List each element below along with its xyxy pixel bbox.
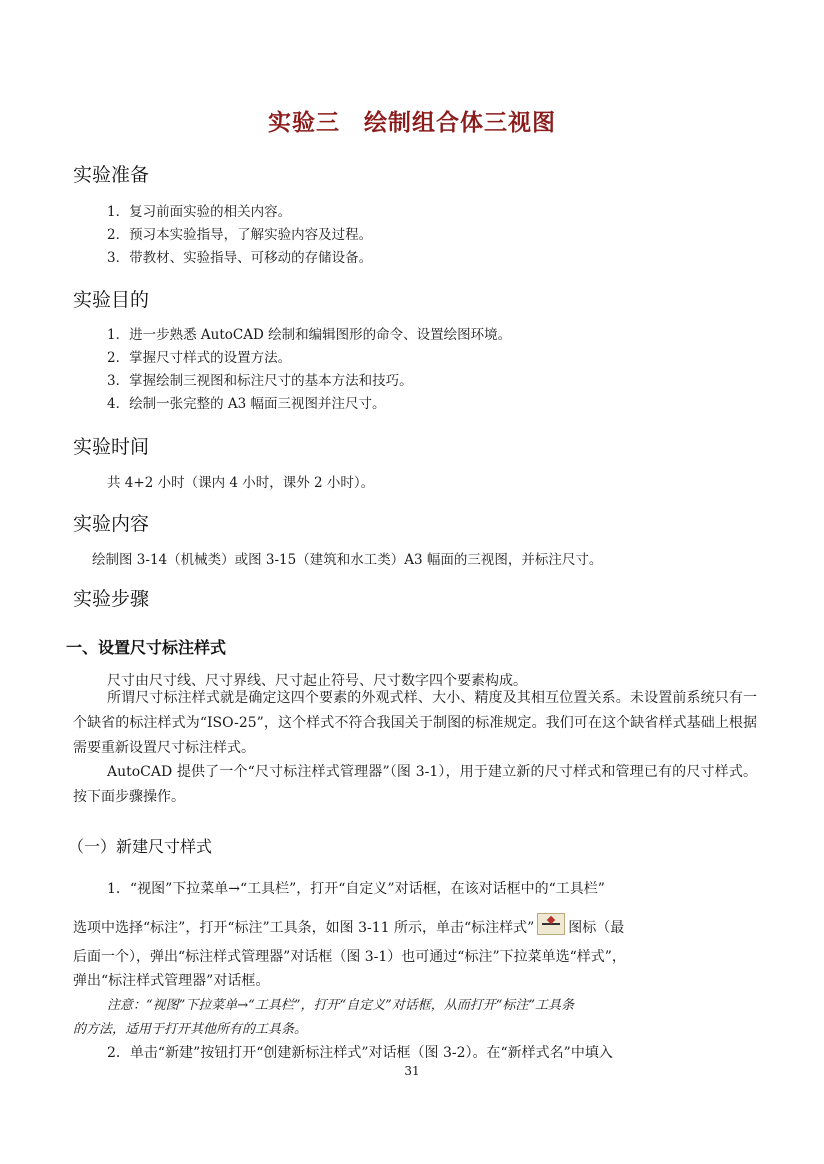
heading-content: 实验内容 xyxy=(73,513,150,535)
prep-item-1: 1．复习前面实验的相关内容。 xyxy=(107,204,292,220)
step1-line2 xyxy=(73,913,624,937)
prep-item-2: 2．预习本实验指导，了解实验内容及过程。 xyxy=(107,227,373,243)
paragraph-1: 尺寸由尺寸线、尺寸界线、尺寸起止符号、尺寸数字四个要素构成。 xyxy=(107,673,527,689)
page-number: 31 xyxy=(404,1064,420,1078)
step1-line4: 弹出“标注样式管理器”对话框。 xyxy=(73,973,270,989)
goal-item-1: 1．进一步熟悉 AutoCAD 绘制和编辑图形的命令、设置绘图环境。 xyxy=(107,327,512,343)
prep-item-3: 3．带教材、实验指导、可移动的存储设备。 xyxy=(107,250,373,266)
heading-goal: 实验目的 xyxy=(73,289,150,311)
subheading-dimension-style: 一、设置尺寸标注样式 xyxy=(66,638,227,657)
note-line1: 注意：“视图”下拉菜单→“工具栏”，打开“自定义”对话框，从而打开“标注”工具条 xyxy=(107,998,575,1013)
paragraph-3: AutoCAD 提供了一个“尺寸标注样式管理器”（图 3-1），用于建立新的尺寸样式和管理已有的尺寸样式。按下面步骤操作。 xyxy=(73,764,757,805)
heading-time: 实验时间 xyxy=(73,436,150,458)
step1-line1: 1．“视图”下拉菜单→“工具栏”，打开“自定义”对话框，在该对话框中的“工具栏” xyxy=(107,881,605,897)
step1-line2-text: 选项中选择“标注”，打开“标注”工具条，如图 3-11 所示，单击“标注样式” xyxy=(73,920,535,936)
step1-line3: 后面一个），弹出“标注样式管理器”对话框（图 3-1）也可通过“标注”下拉菜单选“样式”， xyxy=(73,949,626,965)
step1-line2-tail: 图标（最 xyxy=(568,920,625,936)
time-text: 共 4+2 小时（课内 4 小时，课外 2 小时）。 xyxy=(107,475,375,491)
page-title: 实验三 绘制组合体三视图 xyxy=(268,110,556,136)
note-line2: 的方法，适用于打开其他所有的工具条。 xyxy=(73,1022,308,1037)
content-text: 绘制图 3-14（机械类）或图 3-15（建筑和水工类）A3 幅面的三视图，并标注尺寸。 xyxy=(92,552,603,568)
paragraph-2: 所谓尺寸标注样式就是确定这四个要素的外观式样、大小、精度及其相互位置关系。未设置前系统只有一个缺省的标注样式为“ISO-25”，这个样式不符合我国关于制图的标准规定。我们可在这个缺省样式基础上根据需要重新设置尺寸标注样式。 xyxy=(73,690,757,756)
goal-item-4: 4．绘制一张完整的 A3 幅面三视图并注尺寸。 xyxy=(107,396,386,412)
step2-line1: 2．单击“新建”按钮打开“创建新标注样式”对话框（图 3-2）。在“新样式名”中填入 xyxy=(107,1045,613,1061)
subheading-new-style: （一）新建尺寸样式 xyxy=(68,837,213,856)
goal-item-2: 2．掌握尺寸样式的设置方法。 xyxy=(107,350,292,366)
goal-item-3: 3．掌握绘制三视图和标注尺寸的基本方法和技巧。 xyxy=(107,373,413,389)
heading-steps: 实验步骤 xyxy=(73,588,150,610)
heading-prep: 实验准备 xyxy=(73,164,150,186)
dimension-style-icon xyxy=(537,913,565,935)
